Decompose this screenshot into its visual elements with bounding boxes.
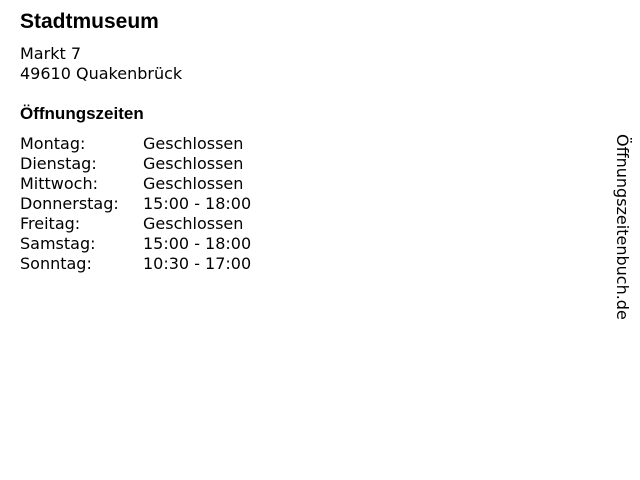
address-city: 49610 Quakenbrück [20,64,183,83]
hours-row-tuesday [20,154,251,174]
opening-hours-heading: Öffnungszeiten [20,104,144,123]
hours-row-wednesday [20,174,251,194]
day-label: Sonntag: [20,254,92,273]
day-label: Dienstag: [20,154,97,173]
day-label: Freitag: [20,214,81,233]
day-hours: 15:00 - 18:00 [143,234,252,253]
address-block [20,44,182,84]
hours-row-thursday [20,194,251,214]
day-label: Mittwoch: [20,174,98,193]
day-hours: Geschlossen [143,174,244,193]
day-hours: Geschlossen [143,214,244,233]
hours-row-friday [20,214,251,234]
day-hours: 10:30 - 17:00 [143,254,252,273]
site-watermark: Öffnungszeitenbuch.de [613,134,632,320]
opening-hours-table [20,134,251,274]
hours-row-monday [20,134,251,154]
day-hours: Geschlossen [143,154,244,173]
hours-row-saturday [20,234,251,254]
day-label: Donnerstag: [20,194,119,213]
day-label: Samstag: [20,234,96,253]
address-street: Markt 7 [20,44,81,63]
day-label: Montag: [20,134,86,153]
day-hours: Geschlossen [143,134,244,153]
museum-name: Stadtmuseum [20,10,159,33]
day-hours: 15:00 - 18:00 [143,194,252,213]
hours-row-sunday [20,254,251,274]
